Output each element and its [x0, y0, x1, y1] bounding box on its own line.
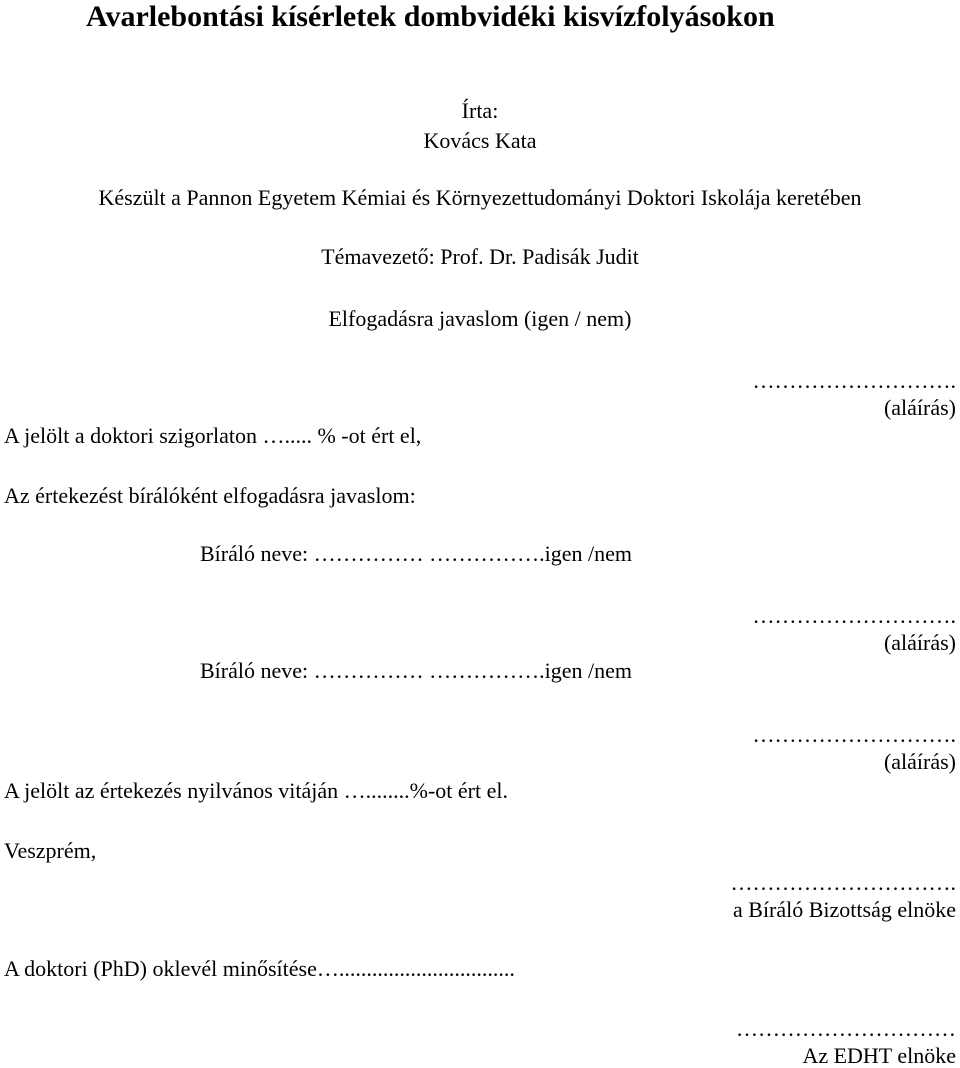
edht-chair-label: Az EDHT elnöke: [802, 1043, 956, 1068]
signature-label-2: (aláírás): [883, 630, 956, 655]
qualification-line: A doktori (PhD) oklevél minősítése…................................: [4, 956, 515, 981]
signature-dots-3: ……………………….: [752, 722, 956, 747]
edht-dots: …………………………: [736, 1016, 956, 1041]
exam-result-line: A jelölt a doktori szigorlaton …..... % -ot ért el,: [4, 423, 422, 448]
reviewer-2-line: Bíráló neve: …………… …………….igen /nem: [200, 658, 632, 683]
signature-dots-2: ……………………….: [752, 603, 956, 628]
reviewers-intro: Az értekezést bírálóként elfogadásra javaslom:: [4, 483, 416, 508]
author-label: Írta:: [461, 98, 499, 123]
signature-label-3: (aláírás): [883, 749, 956, 774]
author-name: Kovács Kata: [423, 128, 537, 153]
signature-label-1: (aláírás): [883, 395, 956, 420]
supervisor-line: Témavezető: Prof. Dr. Padisák Judit: [321, 244, 639, 269]
place-line: Veszprém,: [4, 838, 97, 863]
committee-chair-label: a Bíráló Bizottság elnöke: [733, 897, 956, 922]
signature-dots-1: ……………………….: [752, 368, 956, 393]
institution-line: Készült a Pannon Egyetem Kémiai és Környezettudományi Doktori Iskolája keretében: [98, 185, 862, 210]
committee-dots: ………………………….: [730, 870, 956, 895]
defense-result-line: A jelölt az értekezés nyilvános vitáján …........%-ot ért el.: [4, 778, 509, 803]
recommendation-line: Elfogadásra javaslom (igen / nem): [328, 306, 632, 331]
reviewer-1-line: Bíráló neve: …………… …………….igen /nem: [200, 541, 632, 566]
document-title: Avarlebontási kísérletek dombvidéki kisvízfolyásokon: [86, 0, 775, 33]
